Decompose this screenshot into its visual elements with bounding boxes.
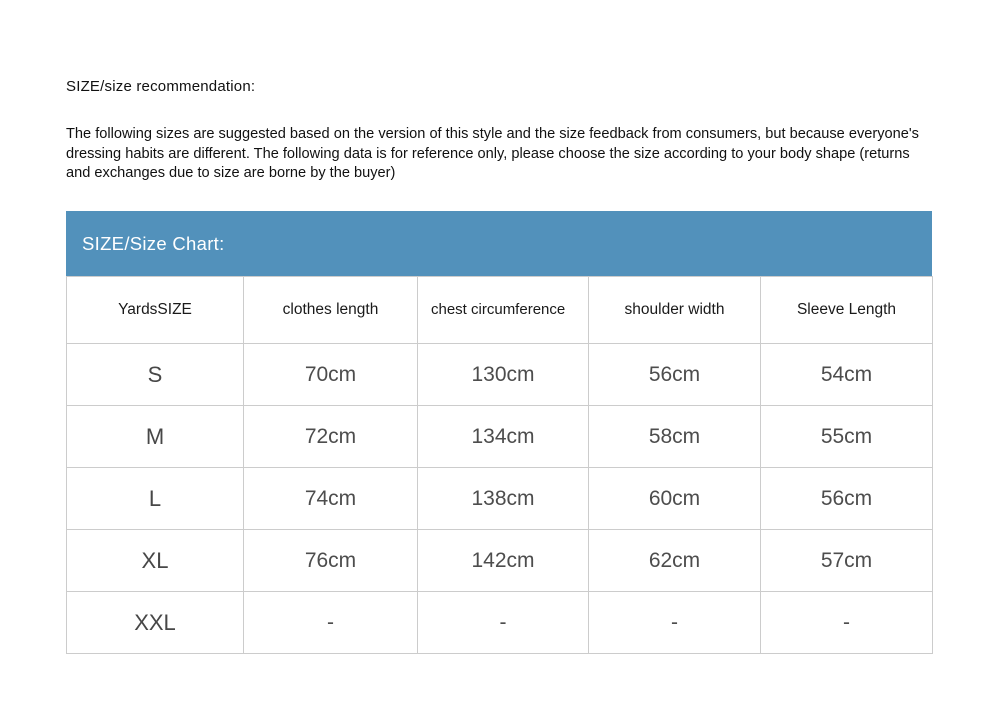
value-cell: - — [589, 592, 761, 654]
header-row — [67, 277, 933, 344]
value-cell: 55cm — [761, 406, 933, 468]
value-cell: 56cm — [761, 468, 933, 530]
value-cell: 138cm — [418, 468, 589, 530]
value-cell: 60cm — [589, 468, 761, 530]
size-label-cell: S — [67, 344, 244, 406]
size-disclaimer-text: The following sizes are suggested based on the version of this style and the size feedback from consumers, but because everyone's dressing habits are different. The following data is for reference only, please choose the size according to your body shape (returns and exchanges due to size are borne by the buyer) — [66, 126, 919, 182]
value-cell: 54cm — [761, 344, 933, 406]
value-cell: 134cm — [418, 406, 589, 468]
value-cell: 142cm — [418, 530, 589, 592]
value-cell: 130cm — [418, 344, 589, 406]
value-cell: 72cm — [244, 406, 418, 468]
value-cell: 58cm — [589, 406, 761, 468]
column-header-shoulder-width: shoulder width — [589, 277, 761, 344]
page-heading: SIZE/size recommendation: — [66, 78, 256, 95]
size-label-cell: L — [67, 468, 244, 530]
value-cell: - — [761, 592, 933, 654]
value-cell: 56cm — [589, 344, 761, 406]
value-cell: 57cm — [761, 530, 933, 592]
size-label-cell: XL — [67, 530, 244, 592]
value-cell: - — [244, 592, 418, 654]
size-chart-title: SIZE/Size Chart: — [82, 232, 225, 254]
size-row-xxl — [67, 592, 933, 654]
size-chart-table — [66, 276, 933, 654]
value-cell: 76cm — [244, 530, 418, 592]
value-cell: - — [418, 592, 589, 654]
size-row-m — [67, 406, 933, 468]
size-chart — [66, 211, 932, 654]
column-header-chest-circumference: chest circumference — [418, 277, 589, 344]
size-row-xl — [67, 530, 933, 592]
value-cell: 70cm — [244, 344, 418, 406]
value-cell: 62cm — [589, 530, 761, 592]
size-label-cell: M — [67, 406, 244, 468]
column-header-yards-size: YardsSIZE — [67, 277, 244, 344]
column-header-sleeve-length: Sleeve Length — [761, 277, 933, 344]
size-row-l — [67, 468, 933, 530]
size-label-cell: XXL — [67, 592, 244, 654]
value-cell: 74cm — [244, 468, 418, 530]
size-row-s — [67, 344, 933, 406]
size-chart-title-bar — [66, 211, 932, 276]
column-header-clothes-length: clothes length — [244, 277, 418, 344]
